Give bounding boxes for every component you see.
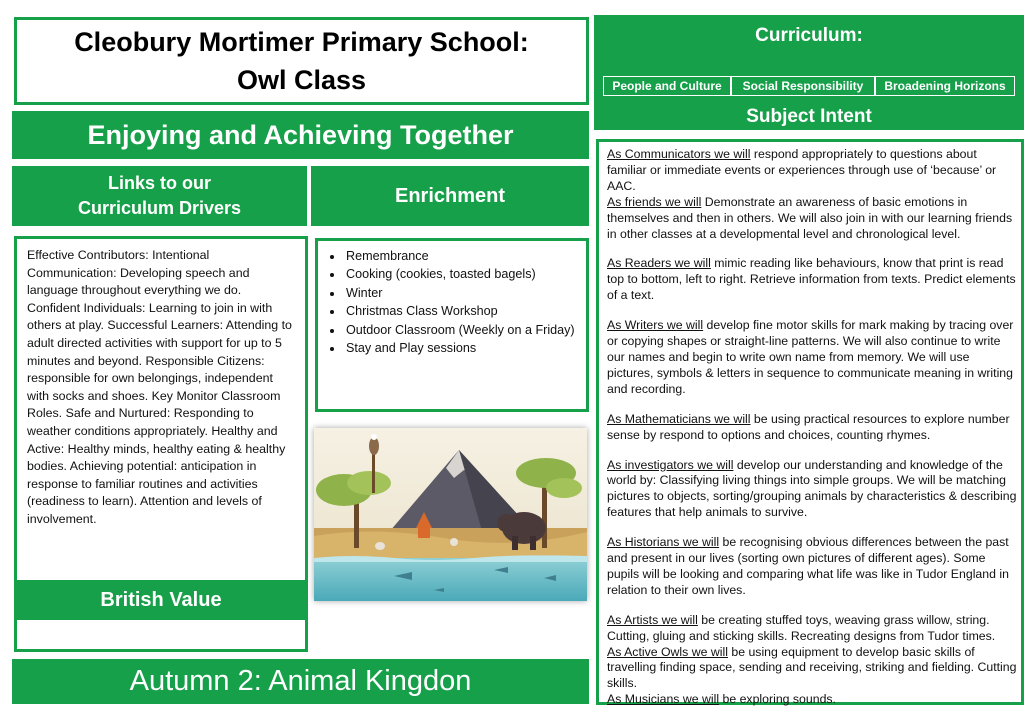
intent-body: be using practical resources to explore number sense by respond to options and choices, counting rhymes. — [607, 411, 1010, 442]
intent-mathematicians — [607, 412, 1019, 444]
intent-lead: As Readers we will — [607, 256, 711, 271]
intent-body: be exploring sounds. — [719, 692, 836, 707]
subject-intent-heading: Subject Intent — [746, 106, 872, 127]
british-value-heading — [17, 580, 305, 620]
topic-banner — [12, 659, 589, 704]
intent-body: develop fine motor skills for mark making by tracing over or copying shapes or straight-line patterns. We will also continue to write our names and begin to write own name from memory. We will use pictures, symbols & letters in sequence to communicate meaning in writing and recording. — [607, 318, 1014, 396]
intent-body: be recognising obvious differences between the past and present in our lives (sorting own pictures of different ages). Some pupils will be looking and comparing what life was like in Tudor England in relation to their own lives. — [607, 535, 1009, 597]
enrichment-panel — [315, 238, 589, 412]
class-name: Owl Class — [236, 65, 367, 95]
animal-kingdom-illustration — [314, 428, 587, 601]
intent-lead: As Artists we will — [607, 612, 698, 627]
savanna-scene-picture — [314, 428, 587, 601]
enrichment-item: • Cooking (cookies, toasted bagels) — [344, 265, 586, 283]
intent-writers — [607, 318, 1019, 398]
intent-readers — [607, 256, 1019, 304]
intent-active-owls — [607, 645, 1019, 693]
title-box — [14, 17, 589, 105]
intent-friends — [607, 195, 1019, 243]
intent-lead: As Historians we will — [607, 535, 720, 550]
enrichment-list — [318, 247, 586, 357]
school-name: Cleobury Mortimer Primary School: — [74, 27, 529, 57]
curriculum-heading: Curriculum: — [755, 25, 863, 46]
intent-lead: As Musicians we will — [607, 692, 720, 707]
intent-body: respond appropriately to questions about familiar or immediate events or experiences through use of ‘because’ or AAC. — [607, 147, 997, 193]
enrichment-heading — [311, 166, 589, 226]
curriculum-driver-tabs — [603, 76, 1015, 96]
intent-lead: As Writers we will — [607, 318, 704, 333]
theme-banner: Enjoying and Achieving Together — [12, 111, 589, 159]
drivers-heading — [12, 166, 307, 226]
intent-artists — [607, 613, 1019, 645]
topic-title: Autumn 2: Animal Kingdon — [129, 665, 472, 697]
intent-musicians — [607, 692, 1019, 708]
intent-body: be using equipment to develop basic skills of travelling finding space, sending and receiving, striking and fielding. Cutting skills. — [607, 644, 1017, 691]
subject-intent-panel — [596, 139, 1024, 705]
enrichment-item: • Remembrance — [344, 247, 586, 265]
intent-communicators — [607, 147, 1019, 195]
british-value-label: British Value — [100, 588, 222, 611]
intent-lead: As friends we will — [607, 194, 702, 209]
enrichment-item: • Outdoor Classroom (Weekly on a Friday) — [344, 321, 586, 339]
enrichment-item: • Winter — [344, 284, 586, 302]
subject-intent-text — [607, 147, 1019, 708]
enrichment-item: • Christmas Class Workshop — [344, 302, 586, 320]
intent-lead: As Communicators we will — [607, 147, 751, 161]
intent-historians — [607, 535, 1019, 599]
intent-body: Demonstrate an awareness of basic emotions in themselves and then in others. We will also join in with our learning friends in other classes at a developmental level and chronological level. — [607, 194, 1013, 241]
drivers-heading-line2: Curriculum Drivers — [77, 198, 242, 218]
intent-investigators — [607, 458, 1019, 522]
drivers-text: Effective Contributors: Intentional Communication: Developing speech and language throughout everything we do. Confident Individuals: Learning to join in with others at play. Successful Learners: Attending to adult directed activities with support for up to 5 minutes and beyond. Responsible Citizens: responsible for own belongings, independent with socks and shoes. Key Monitor Classroom Roles. Safe and Nurtured: Responding to weather conditions appropriately. Healthy and Active: Healthy minds, healthy eating & healthy bodies. Achieving potential: anticipation in response to familiar routines and activities (readiness to learn). Attention and levels of involvement. — [27, 248, 292, 526]
drivers-heading-line1: Links to our — [108, 173, 211, 193]
enrichment-heading-label: Enrichment — [394, 184, 506, 207]
enrichment-item: • Stay and Play sessions — [344, 339, 586, 357]
intent-lead: As Active Owls we will — [607, 644, 728, 659]
tab-social-responsibility: Social Responsibility — [731, 76, 875, 96]
intent-body: be creating stuffed toys, weaving grass willow, string. Cutting, gluing and sticking skills. Recreating designs from Tudor times. — [607, 612, 996, 643]
intent-body: mimic reading like behaviours, know that print is read top to bottom, left to right. Retrieve information from texts. Predict elements of a text. — [607, 256, 1016, 303]
tab-people-and-culture: People and Culture — [603, 76, 731, 96]
curriculum-header — [594, 15, 1024, 130]
intent-lead: As Mathematicians we will — [607, 411, 751, 426]
british-value-content — [17, 624, 305, 648]
tab-broadening-horizons: Broadening Horizons — [875, 76, 1015, 96]
intent-lead: As investigators we will — [607, 457, 734, 472]
intent-body: develop our understanding and knowledge of the world by: Classifying living things into simple groups. We will be matching pictures to objects, sorting/grouping animals by characteristics & describing features that help animals to survive. — [607, 457, 1017, 520]
